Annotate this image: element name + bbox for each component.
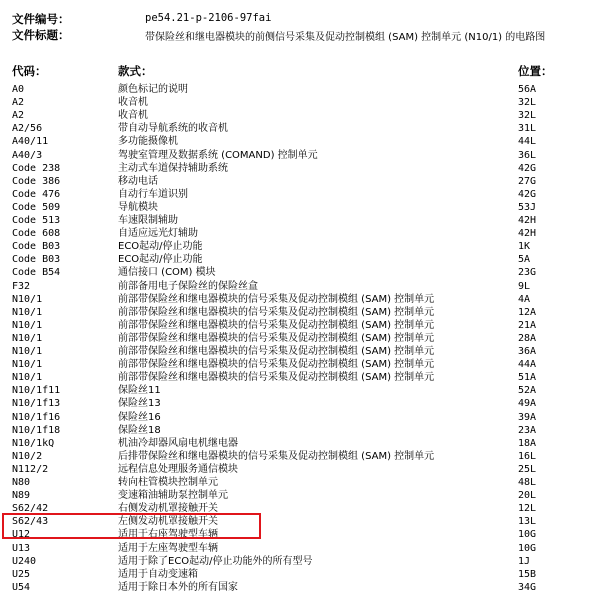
row-position: 31L [518, 123, 537, 135]
row-position: 42H [518, 228, 537, 240]
row-code: N10/1 [12, 306, 43, 318]
row-description: 保险丝16 [118, 411, 161, 423]
row-code: N10/1 [12, 346, 43, 357]
row-code: A0 [12, 84, 25, 95]
row-code: A40/11 [12, 136, 49, 148]
table-row [0, 371, 601, 384]
row-position: 13L [518, 516, 537, 528]
row-description: 收音机 [118, 110, 148, 122]
row-position: 44L [518, 136, 537, 148]
row-description: ECO起动/停止功能 [118, 254, 203, 266]
row-code: Code 476 [12, 188, 61, 200]
table-row [0, 162, 601, 175]
row-description: 前部备用电子保险丝的保险丝盒 [118, 280, 258, 292]
table-row [0, 135, 601, 148]
row-position: 23A [518, 424, 537, 436]
table-row [0, 555, 601, 568]
row-position: 4A [518, 293, 531, 305]
row-position: 32L [518, 97, 537, 109]
row-position: 53J [518, 201, 537, 213]
row-position: 42H [518, 215, 537, 226]
column-header-desc: 款式： [118, 64, 153, 78]
row-description: 前部带保险丝和继电器模块的信号采集及促动控制模组 (SAM) 控制单元 [118, 293, 435, 305]
row-description: 适用于除日本外的所有国家 [118, 581, 238, 593]
row-position: 12A [518, 306, 537, 318]
row-position: 1K [518, 241, 531, 253]
doc-number-value: pe54.21-p-2106-97fai [145, 12, 272, 24]
table-row [0, 358, 601, 371]
row-position: 1J [518, 555, 531, 567]
table-row [0, 122, 601, 135]
table-row [0, 214, 601, 227]
table-row [0, 83, 601, 96]
table-row [0, 227, 601, 240]
row-description: 驾驶室管理及数据系统 (COMAND) 控制单元 [118, 149, 318, 161]
doc-number-label: 文件编号： [12, 12, 70, 26]
row-description: 多功能摄像机 [118, 136, 178, 148]
row-position: 20L [518, 490, 537, 502]
row-position: 9L [518, 280, 531, 292]
table-row [0, 437, 601, 450]
row-position: 32L [518, 110, 537, 122]
row-position: 36A [518, 346, 537, 357]
row-description: 车速限制辅助 [118, 215, 178, 226]
row-code: Code B03 [12, 241, 61, 253]
row-code: Code 513 [12, 215, 61, 226]
table-row [0, 332, 601, 345]
highlight-box [2, 513, 261, 539]
row-position: 10G [518, 529, 537, 541]
table-row [0, 175, 601, 188]
row-description: 变速箱油辅助泵控制单元 [118, 490, 228, 502]
row-position: 15B [518, 568, 537, 580]
table-row [0, 109, 601, 122]
row-code: N80 [12, 477, 31, 488]
table-row [0, 266, 601, 279]
row-description: 收音机 [118, 97, 148, 109]
row-position: 56A [518, 84, 537, 95]
table-row [0, 384, 601, 397]
row-code: N112/2 [12, 463, 49, 475]
row-position: 44A [518, 359, 537, 371]
row-code: N10/1f13 [12, 398, 61, 410]
table-row [0, 253, 601, 266]
row-position: 34G [518, 581, 537, 593]
row-code: N10/2 [12, 450, 43, 462]
row-code: U54 [12, 581, 31, 593]
row-code: N10/1kQ [12, 437, 55, 449]
row-code: N10/1 [12, 319, 43, 331]
table-row [0, 411, 601, 424]
row-position: 27G [518, 175, 537, 187]
row-position: 51A [518, 372, 537, 384]
row-description: 带自动导航系统的收音机 [118, 123, 228, 135]
row-description: 左侧发动机罩接触开关 [118, 516, 218, 528]
row-position: 5A [518, 254, 531, 266]
row-code: N10/1f11 [12, 385, 61, 397]
row-code: N10/1f18 [12, 424, 61, 436]
row-code: N10/1f16 [12, 411, 61, 423]
row-position: 10G [518, 542, 537, 554]
row-code: N10/1 [12, 332, 43, 344]
row-description: 移动电话 [118, 175, 158, 187]
table-row [0, 463, 601, 476]
table-row [0, 476, 601, 489]
row-description: 转向柱管模块控制单元 [118, 477, 218, 488]
row-position: 39A [518, 411, 537, 423]
row-code: N89 [12, 490, 31, 502]
row-description: 自动行车道识别 [118, 188, 188, 200]
row-description: 适用于除了ECO起动/停止功能外的所有型号 [118, 555, 313, 567]
table-row [0, 280, 601, 293]
row-position: 16L [518, 450, 537, 462]
row-position: 42G [518, 162, 537, 174]
table-row [0, 188, 601, 201]
row-code: N10/1 [12, 372, 43, 384]
table-row [0, 293, 601, 306]
row-code: N10/1 [12, 359, 43, 371]
doc-title-label: 文件标题： [12, 28, 70, 42]
row-position: 21A [518, 319, 537, 331]
doc-title-value: 带保险丝和继电器模块的前侧信号采集及促动控制模组 (SAM) 控制单元 (N10/1) 的电路图 [145, 32, 546, 43]
row-description: 通信接口 (COM) 模块 [118, 267, 216, 279]
row-position: 12L [518, 503, 537, 515]
row-description: 保险丝13 [118, 398, 161, 410]
row-description: 前部带保险丝和继电器模块的信号采集及促动控制模组 (SAM) 控制单元 [118, 332, 435, 344]
row-code: A2 [12, 110, 25, 122]
table-row [0, 149, 601, 162]
table-row [0, 581, 601, 594]
row-code: N10/1 [12, 293, 43, 305]
row-code: F32 [12, 280, 31, 292]
row-code: Code 386 [12, 175, 61, 187]
row-code: Code 238 [12, 162, 61, 174]
row-code: Code 608 [12, 228, 61, 240]
row-description: 前部带保险丝和继电器模块的信号采集及促动控制模组 (SAM) 控制单元 [118, 346, 435, 357]
row-description: ECO起动/停止功能 [118, 241, 203, 253]
row-description: 前部带保险丝和继电器模块的信号采集及促动控制模组 (SAM) 控制单元 [118, 306, 435, 318]
row-code: A2/56 [12, 123, 43, 135]
row-description: 机油冷却器风扇电机继电器 [118, 437, 238, 449]
table-row [0, 345, 601, 358]
table-row [0, 424, 601, 437]
row-description: 前部带保险丝和继电器模块的信号采集及促动控制模组 (SAM) 控制单元 [118, 319, 435, 331]
row-description: 主动式车道保持辅助系统 [118, 162, 228, 174]
row-description: 自适应远光灯辅助 [118, 228, 198, 240]
row-description: 导航模块 [118, 201, 158, 213]
row-code: S62/43 [12, 516, 49, 528]
table-row [0, 568, 601, 581]
row-description: 右侧发动机罩接触开关 [118, 503, 218, 515]
row-position: 36L [518, 149, 537, 161]
table-row [0, 542, 601, 555]
row-description: 适用于右座驾驶型车辆 [118, 529, 218, 541]
row-position: 28A [518, 332, 537, 344]
row-code: A2 [12, 97, 25, 109]
row-code: U240 [12, 555, 37, 567]
row-description: 颜色标记的说明 [118, 84, 188, 95]
row-position: 25L [518, 463, 537, 475]
column-header-code: 代码： [12, 64, 47, 78]
row-code: Code B54 [12, 267, 61, 279]
table-row [0, 306, 601, 319]
row-position: 48L [518, 477, 537, 488]
row-description: 后排带保险丝和继电器模块的信号采集及促动控制模组 (SAM) 控制单元 [118, 450, 435, 462]
row-description: 前部带保险丝和继电器模块的信号采集及促动控制模组 (SAM) 控制单元 [118, 359, 435, 371]
row-code: U12 [12, 529, 31, 541]
row-code: A40/3 [12, 149, 43, 161]
table-row [0, 489, 601, 502]
row-description: 保险丝11 [118, 385, 161, 397]
row-code: Code 509 [12, 201, 61, 213]
table-row [0, 397, 601, 410]
row-description: 适用于左座驾驶型车辆 [118, 542, 218, 554]
table-row [0, 96, 601, 109]
row-code: U25 [12, 568, 31, 580]
row-position: 23G [518, 267, 537, 279]
table-row [0, 450, 601, 463]
row-position: 52A [518, 385, 537, 397]
table-row [0, 201, 601, 214]
row-description: 保险丝18 [118, 424, 161, 436]
table-row [0, 240, 601, 253]
row-position: 49A [518, 398, 537, 410]
row-description: 前部带保险丝和继电器模块的信号采集及促动控制模组 (SAM) 控制单元 [118, 372, 435, 384]
row-position: 42G [518, 188, 537, 200]
row-position: 18A [518, 437, 537, 449]
row-code: S62/42 [12, 503, 49, 515]
table-row [0, 319, 601, 332]
row-code: Code B03 [12, 254, 61, 266]
row-code: U13 [12, 542, 31, 554]
row-description: 适用于自动变速箱 [118, 568, 198, 580]
row-description: 远程信息处理服务通信模块 [118, 463, 238, 475]
column-header-pos: 位置： [518, 64, 553, 78]
